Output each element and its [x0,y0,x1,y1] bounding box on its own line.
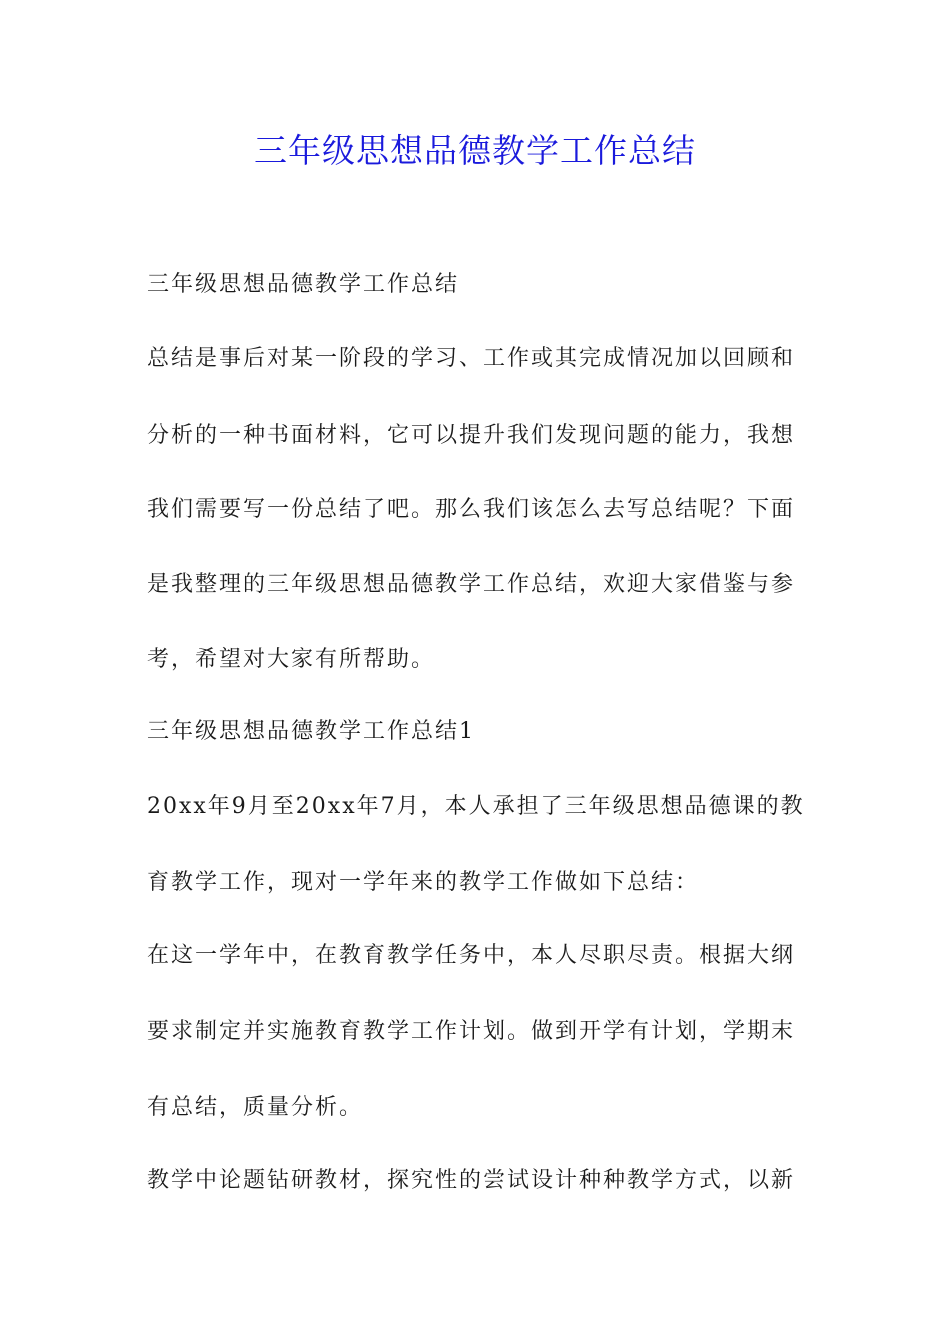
paragraph-line: 在这一学年中，在教育教学任务中，本人尽职尽责。根据大纲 [147,943,796,968]
paragraph-line: 教学中论题钻研教材，探究性的尝试设计种种教学方式，以新 [147,1168,796,1193]
paragraph-line: 20xx年9月至20xx年7月，本人承担了三年级思想品德课的教 [147,794,805,819]
paragraph-line: 总结是事后对某一阶段的学习、工作或其完成情况加以回顾和 [147,346,796,371]
subheading: 三年级思想品德教学工作总结1 [147,719,475,744]
document-title: 三年级思想品德教学工作总结 [254,131,696,170]
paragraph-line: 考，希望对大家有所帮助。 [147,647,436,672]
paragraph-line: 分析的一种书面材料，它可以提升我们发现问题的能力，我想 [147,423,796,448]
subheading: 三年级思想品德教学工作总结 [147,272,460,297]
paragraph-line: 是我整理的三年级思想品德教学工作总结，欢迎大家借鉴与参 [147,572,796,597]
paragraph-line: 我们需要写一份总结了吧。那么我们该怎么去写总结呢？下面 [147,497,796,522]
paragraph-line: 要求制定并实施教育教学工作计划。做到开学有计划，学期末 [147,1019,796,1044]
paragraph-line: 有总结，质量分析。 [147,1095,364,1120]
paragraph-line: 育教学工作，现对一学年来的教学工作做如下总结： [147,870,700,895]
